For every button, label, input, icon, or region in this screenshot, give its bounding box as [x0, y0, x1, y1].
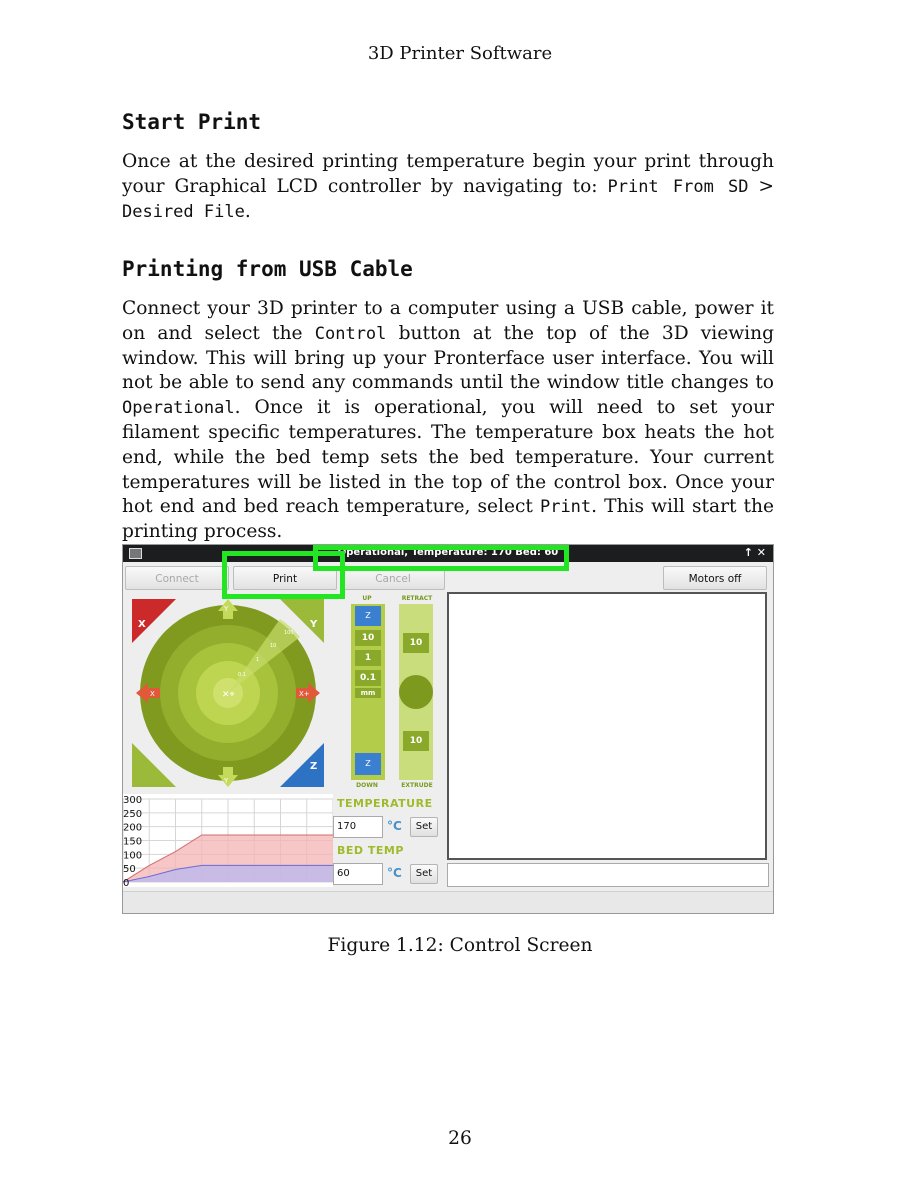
- z-down-label: DOWN: [356, 782, 378, 789]
- cancel-button[interactable]: Cancel: [341, 566, 445, 590]
- motors-off-button[interactable]: Motors off: [663, 566, 767, 590]
- text: . Once it is operational, you will need to set your filament specific temperatures. The temperature box heats the hot end, while the bed temp sets the bed temperature. Your current temperatures will be listed in the top of the control box. Once your hot end and bed reach temperature, select: [122, 397, 774, 518]
- hotend-unit: °C: [387, 819, 402, 833]
- hotend-set-button[interactable]: Set: [410, 817, 438, 837]
- step-label-10: 10: [270, 643, 277, 649]
- inline-code-print: Print: [539, 497, 592, 518]
- y-tick-label: 0: [123, 878, 130, 887]
- bed-unit: °C: [387, 866, 402, 880]
- x-plus-label: X+: [299, 690, 310, 698]
- text: button at the top of the 3D viewing window. This will bring up your Pronterface user interface. You will not be able to send any commands until the window title changes to: [122, 322, 774, 394]
- z-step-10[interactable]: 10: [355, 630, 381, 646]
- extruder-gear-icon: [399, 675, 433, 709]
- command-input[interactable]: [447, 863, 769, 887]
- text: .: [244, 200, 251, 222]
- step-label-1: 1: [256, 657, 260, 663]
- bed-set-button[interactable]: Set: [410, 864, 438, 884]
- section-title-usb: Printing from USB Cable: [122, 257, 413, 281]
- retract-label: RETRACT: [401, 595, 433, 602]
- y-tick-label: 100: [123, 850, 143, 862]
- xy-jog-graphic: [130, 597, 326, 789]
- figure-caption: Figure 1.12: Control Screen: [327, 935, 593, 956]
- window-title: Operational, Temperature: 170 Bed: 60: [337, 547, 559, 558]
- x-minus-label: X: [150, 690, 155, 698]
- y-minus-label: Y: [224, 777, 229, 785]
- temperature-graph-svg: [123, 794, 333, 887]
- home-z-label: Z: [310, 761, 318, 772]
- y-tick-label: 300: [123, 795, 143, 806]
- connect-button[interactable]: Connect: [125, 566, 229, 590]
- z-extrude-panel: [347, 595, 439, 791]
- text: Connect your 3D printer to a computer using a USB cable, power it on and select the: [122, 298, 774, 344]
- z-unit: mm: [355, 688, 381, 698]
- step-label-0-1: 0.1: [238, 672, 246, 678]
- menu-path: Print From SD: [607, 176, 749, 197]
- bed-temp-input[interactable]: 60: [333, 863, 383, 885]
- extrude-step[interactable]: 10: [403, 731, 429, 751]
- page-number: 26: [448, 1128, 472, 1149]
- z-step-0-1[interactable]: 0.1: [355, 670, 381, 686]
- console-log[interactable]: [447, 592, 767, 860]
- temperature-graph: [123, 794, 333, 887]
- y-plus-label: Y: [224, 605, 229, 613]
- temperature-label: TEMPERATURE: [337, 797, 433, 810]
- z-down-icon[interactable]: Z: [355, 753, 381, 775]
- home-x-label: X: [138, 619, 146, 630]
- window-controls-icon[interactable]: ↑ ✕: [743, 546, 766, 559]
- highlight-title: [313, 545, 569, 571]
- start-print-paragraph: [122, 150, 774, 224]
- menu-file: Desired File: [122, 201, 245, 222]
- home-y-label: Y: [310, 619, 318, 630]
- pronterface-screenshot: [122, 544, 774, 914]
- running-header: 3D Printer Software: [367, 43, 553, 64]
- usb-paragraph: [122, 297, 774, 545]
- section-title-start-print: Start Print: [122, 110, 262, 134]
- text: >: [748, 175, 774, 197]
- y-tick-label: 150: [123, 836, 143, 848]
- inline-code-control: Control: [314, 323, 387, 344]
- y-tick-label: 250: [123, 808, 143, 820]
- z-up-label: UP: [362, 595, 372, 602]
- home-xy-icon: ✕⌖: [222, 690, 235, 700]
- step-label-100: 100: [284, 630, 294, 636]
- inline-code-operational: Operational: [122, 398, 235, 419]
- xy-jog-control[interactable]: [130, 597, 326, 789]
- extrude-label: EXTRUDE: [401, 782, 433, 789]
- z-step-1[interactable]: 1: [355, 650, 381, 666]
- z-up-icon[interactable]: Z: [355, 606, 381, 626]
- status-bar: [123, 891, 773, 914]
- retract-step[interactable]: 10: [403, 633, 429, 653]
- text: Once at the desired printing temperature begin your print through your Graphical LCD controller by navigating to:: [122, 151, 774, 197]
- y-tick-label: 200: [123, 822, 143, 834]
- bed-temp-label: BED TEMP: [337, 844, 404, 857]
- text: . This will start the printing process.: [122, 496, 774, 543]
- print-button[interactable]: Print: [233, 566, 337, 590]
- y-tick-label: 50: [123, 864, 136, 876]
- hotend-temp-input[interactable]: 170: [333, 816, 383, 838]
